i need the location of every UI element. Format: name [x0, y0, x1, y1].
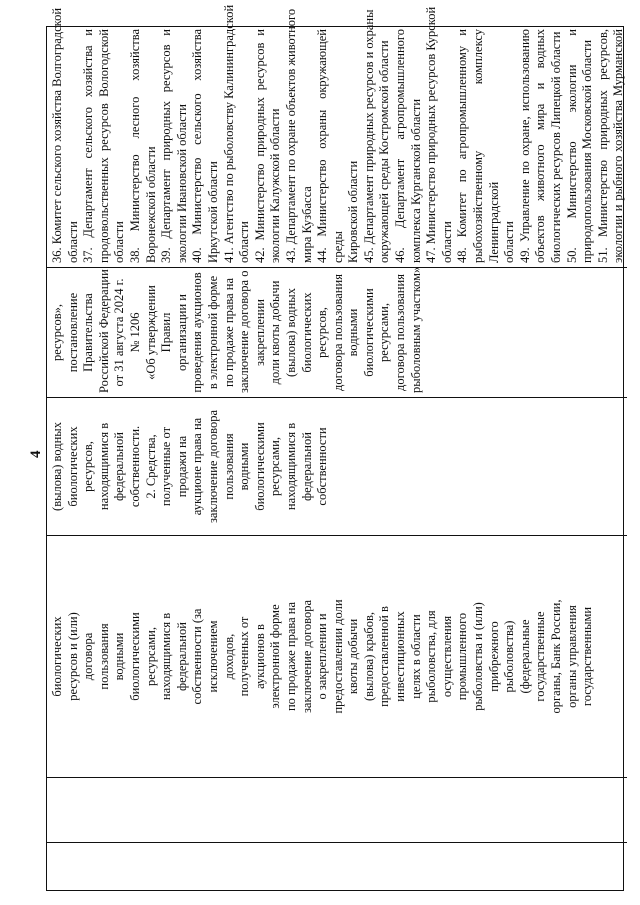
cell-text-line: (вылова) водных — [50, 422, 64, 511]
cell-text-line: Правительства — [81, 293, 96, 372]
cell-text-line: исключением — [205, 620, 220, 693]
table-column-2 — [47, 777, 627, 842]
cell-text-line: 45. Департамент природных ресурсов и охраны — [361, 9, 376, 263]
cell-text-line: ресурсами, — [268, 437, 283, 496]
cell-text-line: 2. Средства, — [143, 434, 158, 499]
cell-text-line: федеральной — [112, 432, 127, 501]
cell-text-line: аукционов в — [252, 624, 267, 689]
cell-text-line: экологии Ивановской области — [174, 104, 189, 263]
cell-text-line: договора — [81, 632, 96, 681]
cell-text-line: 50. Министерство экологии и — [564, 29, 579, 263]
cell-text-line: (вылова) водных — [283, 288, 298, 377]
cell-text-line: Российской Федерации — [96, 269, 111, 393]
cell-text-line: рыбохозяйственному комплексу Ленинградской — [471, 29, 501, 263]
cell-text-line: области — [237, 221, 252, 263]
cell-text-line: органы управления — [564, 605, 579, 708]
cell-text-line: 44. Министерство охраны окружающей среды — [315, 29, 345, 263]
cell-text-line: договора пользования — [330, 274, 345, 391]
cell-text-line: водными — [237, 442, 252, 491]
cell-text-line: 41. Агентство по рыболовству Калининградской — [221, 4, 236, 263]
cell-text-line: Правил — [159, 312, 174, 353]
cell-text-line: рыболовным участком» — [408, 266, 423, 393]
table-column-1 — [47, 842, 627, 890]
cell-text-line: заключение договора о — [237, 270, 252, 393]
cell-text-line: от 31 августа 2024 г. — [112, 278, 127, 387]
cell-text-line: 38. Министерство лесного хозяйства — [127, 29, 142, 263]
cell-text-line: водными — [112, 632, 127, 681]
cell-text-line: закреплении — [252, 299, 267, 366]
cell-text-line: о закреплении и — [315, 613, 330, 700]
cell-text-line: ресурсов, — [81, 441, 96, 492]
cell-text-line: в электронной форме — [205, 275, 220, 390]
cell-text-line: (вылова) крабов, — [361, 611, 376, 702]
cell-text-line: природопользования Московской области — [580, 39, 595, 263]
cell-text-line: ресурсов», — [50, 303, 64, 362]
cell-text-line: области — [112, 221, 127, 263]
cell-text-line: рыболовства и (или) — [471, 602, 486, 711]
cell-text-line: биологических ресурсов Липецкой области — [549, 31, 563, 263]
cell-text-line: области — [502, 221, 517, 263]
cell-text-line: доходов, — [221, 633, 236, 680]
cell-text-line: продажи на — [174, 435, 189, 498]
cell-text-line: биологических — [299, 292, 314, 373]
cell-text-line: биологическими — [252, 422, 267, 511]
cell-text-line: предоставленной в — [377, 606, 392, 707]
rotated-table-container — [46, 4, 626, 891]
cell-text-line: 51. Министерство природных ресурсов, — [595, 29, 610, 263]
cell-text-line: 37. Департамент сельского хозяйства и — [81, 29, 96, 263]
cell-text-line: (федеральные — [517, 619, 532, 694]
table-column-legal-basis — [47, 267, 627, 397]
cell-text-line: ресурсов и (или) — [65, 612, 80, 701]
cell-text-line: доли квоты добычи — [268, 280, 283, 385]
cell-text-line: 47. Министерство природных ресурсов Курской — [424, 6, 439, 263]
cell-text-line: государственными — [580, 606, 595, 707]
cell-text-line: области — [65, 221, 80, 263]
cell-text-line: собственности. — [127, 425, 142, 508]
table-column-description — [47, 397, 627, 535]
cell-text-line: водными — [346, 308, 361, 357]
cell-text-line: биологическими — [361, 288, 376, 377]
cell-text-line: ресурсами, — [143, 627, 158, 686]
cell-text-line: объектов животного мира и водных — [533, 29, 548, 263]
cell-text-line: предоставлении доли — [330, 599, 345, 714]
cell-text-line: проведения аукционов — [190, 272, 205, 393]
cell-text-line: целях в области — [408, 614, 423, 699]
cell-text-line: организации и — [174, 294, 189, 371]
cell-text-line: заключение договора — [299, 599, 314, 714]
cell-text-line: осуществления — [439, 615, 454, 698]
cell-text-line: рыболовства) — [502, 620, 517, 693]
cell-text-line: 46. Департамент агропромышленного — [393, 29, 408, 263]
cell-text-line: постановление — [65, 292, 80, 373]
cell-text-line: окружающей среды Костромской области — [377, 40, 392, 263]
cell-text-line: 49. Управление по охране, использованию — [517, 29, 532, 263]
cell-text-line: мира Кузбасса — [299, 186, 314, 263]
cell-text-line: Иркутской области — [205, 161, 220, 263]
cell-text-line: собственности (за — [190, 608, 205, 705]
cell-text-line: органы, Банк России, — [549, 599, 563, 714]
cell-text-line: биологическими — [127, 612, 142, 701]
cell-text-line: области — [439, 221, 454, 263]
cell-text-line: биологических — [50, 616, 64, 697]
cell-text-line: квоты добычи — [346, 618, 361, 695]
cell-text-line: рыболовства, для — [424, 610, 439, 703]
cell-text-line: продовольственных ресурсов Вологодской — [96, 29, 111, 263]
cell-text-line: находящимися в — [96, 422, 111, 511]
table-column-administrators — [47, 4, 627, 267]
cell-text-line: комплекса Курганской области — [408, 98, 423, 263]
cell-text-line: государственные — [533, 611, 548, 702]
page-number: 4 — [28, 450, 44, 458]
cell-text-line: электронной форме — [268, 604, 283, 709]
cell-text-line: экологии Калужской области — [268, 108, 283, 263]
cell-text-line: аукционе права на — [190, 417, 205, 516]
table-column-revenue-type — [47, 535, 627, 777]
cell-text-line: 39. Департамент природных ресурсов и — [159, 29, 174, 263]
cell-text-line: 48. Комитет по агропромышленному и — [455, 29, 470, 263]
cell-text-line: ресурсов, — [315, 307, 330, 358]
cell-text-line: ресурсами, — [377, 303, 392, 362]
cell-text-line: собственности — [315, 427, 330, 506]
cell-text-line: по продаже права на — [283, 601, 298, 712]
cell-text-line: заключение договора — [205, 409, 220, 524]
cell-text-line: инвестиционных — [393, 611, 408, 702]
cell-text-line: «Об утверждении — [143, 285, 158, 380]
cell-text-line: находящимися в — [283, 422, 298, 511]
revenue-sources-table — [46, 4, 626, 891]
cell-text-line: пользования — [221, 433, 236, 500]
cell-text-line: полученные от — [159, 426, 174, 507]
cell-text-line: 42. Министерство природных ресурсов и — [252, 29, 267, 263]
cell-text-line: биологических — [65, 426, 80, 507]
cell-text-line: Воронежской области — [143, 146, 158, 263]
cell-text-line: федеральной — [299, 432, 314, 501]
cell-text-line: полученных от — [237, 616, 252, 697]
cell-text-line: 36. Комитет сельского хозяйства Волгоградской — [50, 7, 64, 263]
cell-text-line: 40. Министерство сельского хозяйства — [190, 29, 205, 263]
cell-text-line: прибрежного — [486, 621, 501, 692]
cell-text-line: находящимися в — [159, 612, 174, 701]
cell-text-line: федеральной — [174, 622, 189, 691]
cell-text-line: № 1206 — [127, 312, 142, 353]
cell-text-line: экологии и рыбного хозяйства Мурманской — [611, 29, 626, 263]
cell-text-line: 43. Департамент по охране объектов животного — [283, 8, 298, 263]
cell-text-line: пользования — [96, 623, 111, 690]
cell-text-line: промышленного — [455, 612, 470, 701]
cell-text-line: Кировской области — [346, 160, 361, 263]
cell-text-line: по продаже права на — [221, 277, 236, 388]
cell-text-line: договора пользования — [393, 274, 408, 391]
